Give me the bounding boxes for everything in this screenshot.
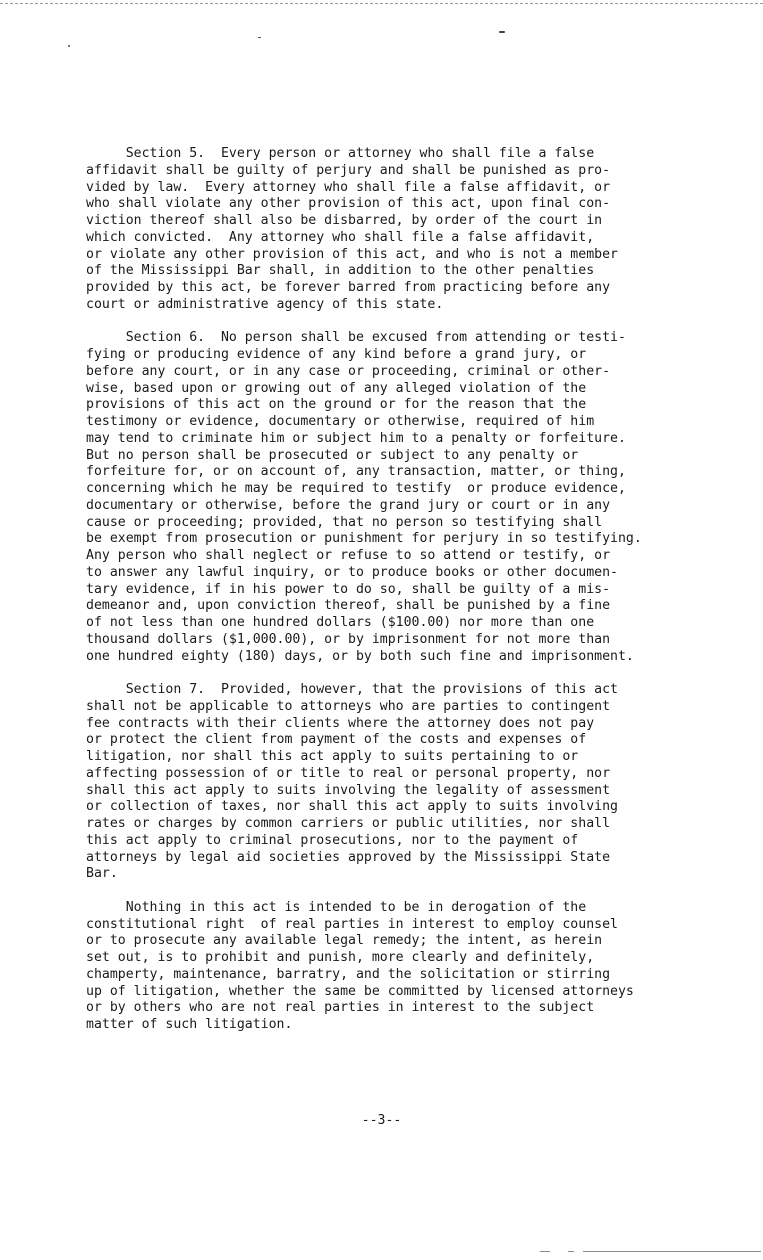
text-line: documentary or otherwise, before the grand jury or court or in any	[86, 497, 611, 513]
text-line: But no person shall be prosecuted or subject to any penalty or	[86, 447, 579, 463]
text-line: forfeiture for, or on account of, any transaction, matter, or thing,	[86, 464, 626, 480]
text-line: champerty, maintenance, barratry, and the solicitation or stirring	[86, 966, 611, 982]
text-line: demeanor and, upon conviction thereof, shall be punished by a fine	[86, 598, 611, 614]
intent-paragraph	[86, 900, 756, 1034]
text-line: viction thereof shall also be disbarred, by order of the court in	[86, 213, 603, 228]
text-line: or protect the client from payment of the costs and expenses of	[86, 732, 587, 748]
text-line: set out, is to prohibit and punish, more clearly and definitely,	[86, 950, 595, 965]
text-line: or violate any other provision of this act, and who is not a member	[86, 246, 618, 262]
text-line: rates or charges by common carriers or public utilities, nor shall	[86, 816, 611, 831]
text-line: before any court, or in any case or proceeding, criminal or other-	[86, 363, 611, 379]
text-line: wise, based upon or growing out of any alleged violation of the	[86, 380, 587, 396]
text-line: may tend to criminate him or subject him to a penalty or forfeiture.	[86, 430, 626, 446]
text-line: up of litigation, whether the same be committed by licensed attorneys	[86, 983, 634, 999]
text-line: who shall violate any other provision of this act, upon final con-	[86, 196, 611, 212]
bottom-rule	[583, 1251, 761, 1252]
text-line: vided by law. Every attorney who shall file a false affidavit, or	[86, 179, 611, 195]
text-line: court or administrative agency of this state.	[86, 296, 444, 312]
scan-speck	[68, 45, 70, 47]
page-number: --3--	[361, 1113, 402, 1128]
bottom-rule	[540, 1251, 550, 1252]
text-line: concerning which he may be required to testify or produce evidence,	[86, 481, 626, 496]
text-line: affecting possession of or title to real or personal property, nor	[86, 765, 611, 781]
text-line: be exempt from prosecution or punishment for perjury in so testifying.	[86, 531, 642, 547]
text-line: of the Mississippi Bar shall, in addition to the other penalties	[86, 263, 595, 279]
text-line: Section 7. Provided, however, that the provisions of this act	[86, 682, 618, 697]
bottom-rule	[568, 1251, 574, 1252]
text-line: affidavit shall be guilty of perjury and shall be punished as pro-	[86, 162, 611, 178]
section-7-paragraph	[86, 682, 756, 883]
scan-speck	[499, 31, 505, 33]
text-line: matter of such litigation.	[86, 1017, 293, 1032]
section-5-paragraph	[86, 146, 756, 314]
text-line: Nothing in this act is intended to be in derogation of the	[86, 899, 587, 915]
text-line: or by others who are not real parties in interest to the subject	[86, 1000, 595, 1016]
text-line: shall this act apply to suits involving the legality of assessment	[86, 782, 611, 798]
text-line: which convicted. Any attorney who shall file a false affidavit,	[86, 229, 595, 245]
text-line: Bar.	[86, 866, 118, 882]
text-line: fying or producing evidence of any kind before a grand jury, or	[86, 347, 587, 362]
text-line: to answer any lawful inquiry, or to produce books or other documen-	[86, 564, 618, 580]
text-line: thousand dollars ($1,000.00), or by imprisonment for not more than	[86, 631, 611, 647]
text-line: Section 6. No person shall be excused from attending or testi-	[86, 330, 626, 346]
document-body	[86, 146, 756, 1034]
text-line: fee contracts with their clients where the attorney does not pay	[86, 715, 595, 731]
text-line: shall not be applicable to attorneys who are parties to contingent	[86, 698, 611, 714]
text-line: one hundred eighty (180) days, or by both such fine and imprisonment.	[86, 648, 634, 664]
text-line: cause or proceeding; provided, that no person so testifying shall	[86, 514, 603, 530]
text-line: or collection of taxes, nor shall this act apply to suits involving	[86, 799, 618, 815]
page-top-border	[0, 3, 763, 4]
text-line: testimony or evidence, documentary or otherwise, required of him	[86, 414, 595, 429]
text-line: tary evidence, if in his power to do so, shall be guilty of a mis-	[86, 581, 611, 597]
paragraph-gap	[86, 314, 756, 331]
text-line: of not less than one hundred dollars ($100.00) nor more than one	[86, 615, 595, 630]
scan-speck	[258, 37, 261, 38]
text-line: or to prosecute any available legal remedy; the intent, as herein	[86, 933, 603, 949]
text-line: provisions of this act on the ground or for the reason that the	[86, 397, 587, 413]
paragraph-gap	[86, 883, 756, 900]
section-6-paragraph	[86, 330, 756, 665]
paragraph-gap	[86, 665, 756, 682]
text-line: attorneys by legal aid societies approved by the Mississippi State	[86, 849, 611, 865]
text-line: Any person who shall neglect or refuse to so attend or testify, or	[86, 548, 611, 563]
text-line: Section 5. Every person or attorney who shall file a false	[86, 146, 595, 161]
text-line: provided by this act, be forever barred from practicing before any	[86, 280, 611, 295]
text-line: constitutional right of real parties in interest to employ counsel	[86, 916, 618, 932]
text-line: this act apply to criminal prosecutions, nor to the payment of	[86, 832, 579, 848]
text-line: litigation, nor shall this act apply to suits pertaining to or	[86, 749, 579, 764]
